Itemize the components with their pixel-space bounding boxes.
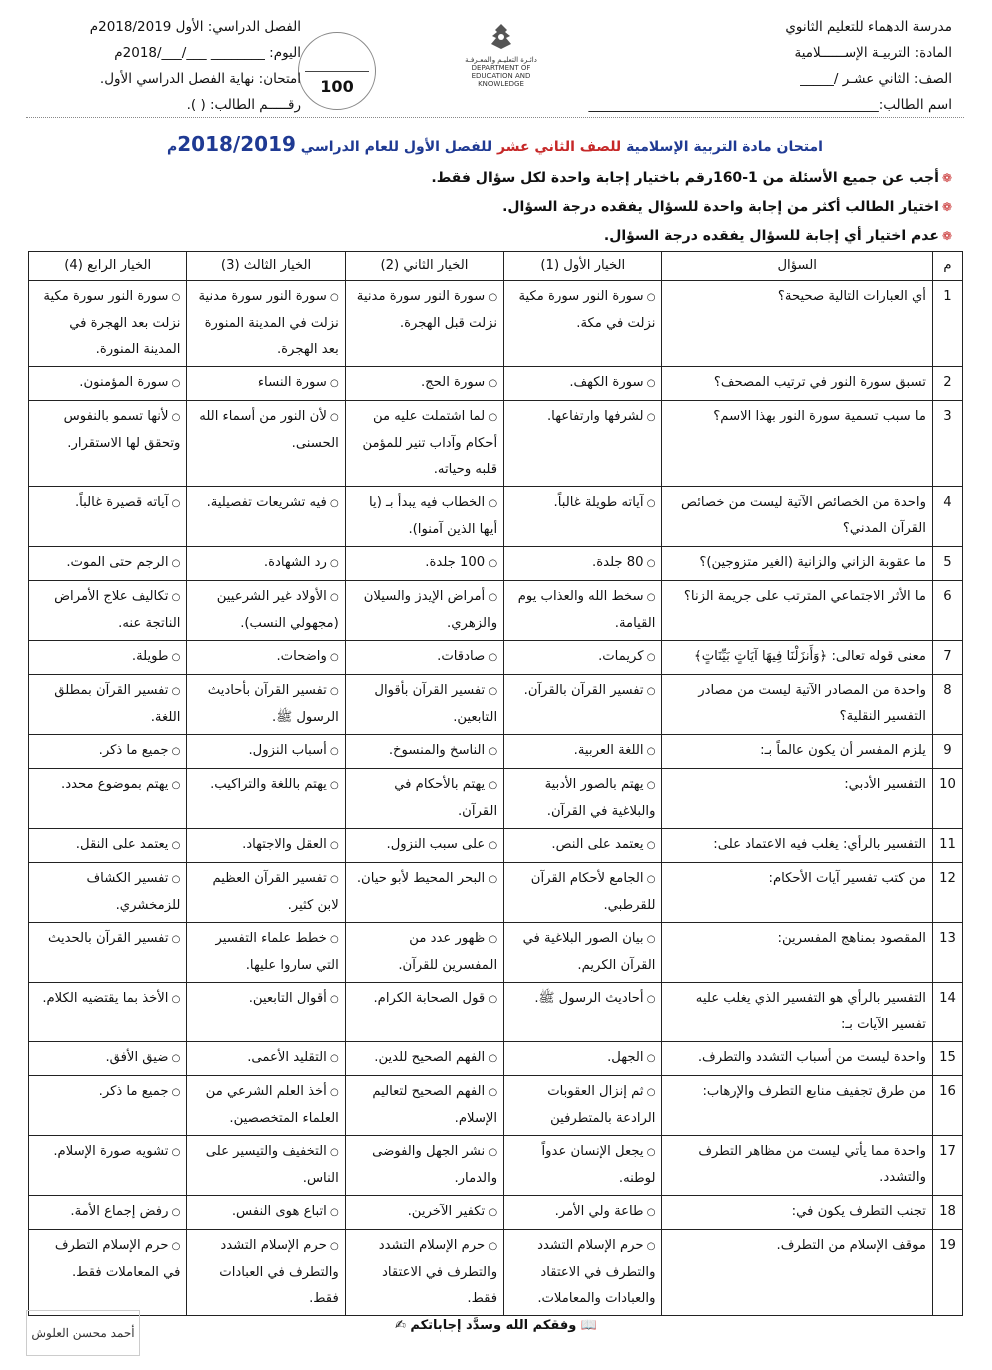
answer-option-cell[interactable]	[29, 641, 187, 675]
answer-option-text: ○ جميع ما ذكر.	[99, 1084, 181, 1099]
answer-option-text: ○ ثم إنزال العقوبات الرادعة بالمتطرفين	[547, 1084, 655, 1126]
answer-option-cell[interactable]	[29, 1076, 187, 1136]
answer-option-cell[interactable]	[504, 547, 662, 581]
answer-option-text: ○ تكفير الآخرين.	[408, 1204, 498, 1219]
answer-option-cell[interactable]	[187, 487, 345, 547]
answer-option-cell[interactable]	[504, 487, 662, 547]
answer-option-text: ○ اتباع هوى النفس.	[232, 1204, 339, 1219]
answer-option-text: ○ جميع ما ذكر.	[99, 743, 181, 758]
answer-option-text: ○ تفسير القرآن العظيم لابن كثير.	[213, 871, 339, 913]
answer-option-text: ○ البحر المحيط لأبو حيان.	[357, 871, 497, 886]
answer-option-text: ○ سورة الحج.	[421, 375, 497, 390]
grade-divider	[305, 71, 369, 72]
answer-option-text: ○ الرجم حتى الموت.	[66, 555, 180, 570]
answer-option-text: ○ يعتمد على النقل.	[76, 837, 181, 852]
question-row	[29, 675, 963, 735]
question-row	[29, 735, 963, 769]
question-text: التفسير بالرأي هو التفسير الذي يغلب عليه تفسير الآيات بـ:	[662, 983, 932, 1042]
title-part-1: امتحان مادة التربية الإسلامية	[626, 139, 823, 155]
question-row	[29, 1042, 963, 1076]
flower-bullet-icon: ❁	[941, 229, 952, 243]
exam-info	[31, 14, 301, 118]
total-grade-circle	[298, 32, 376, 110]
question-number: 13	[932, 923, 962, 983]
answer-option-cell[interactable]	[345, 281, 503, 367]
answer-option-text: ○ أحاديث الرسول ﷺ.	[534, 991, 655, 1006]
total-grade-value: 100	[320, 77, 354, 96]
question-text: واحدة مما يأتي ليست من مظاهر التطرف والتشدد.	[662, 1136, 932, 1196]
exam-page	[26, 10, 964, 1316]
answer-option-text: ○ طاعة ولي الأمر.	[555, 1204, 656, 1219]
footer-text: وفقكم الله وسدَّد إجاباتكم	[410, 1318, 577, 1333]
question-number: 3	[932, 401, 962, 487]
answer-option-text: ○ طويلة.	[132, 649, 181, 664]
question-number: 1	[932, 281, 962, 367]
answer-option-cell[interactable]	[504, 1042, 662, 1076]
answer-option-text: ○ حرم الإسلام التشدد والتطرف في العبادات فقط.	[219, 1238, 338, 1306]
instruction-text: اختيار الطالب أكثر من إجابة واحدة للسؤال يفقده درجة السؤال.	[502, 199, 939, 215]
question-text: واحدة ليست من أسباب التشدد والتطرف.	[662, 1042, 932, 1076]
answer-option-cell[interactable]	[187, 983, 345, 1042]
question-number: 15	[932, 1042, 962, 1076]
school-info	[552, 14, 952, 118]
answer-option-text: ○ فيه تشريعات تفصيلية.	[207, 495, 339, 510]
question-text: تجنب التطرف يكون في:	[662, 1196, 932, 1230]
answer-option-cell[interactable]	[187, 675, 345, 735]
logo-text-arabic: دائـرة التعليـم والمعـرفـة	[465, 56, 537, 64]
answer-option-cell[interactable]	[345, 769, 503, 829]
answer-option-cell[interactable]	[345, 581, 503, 641]
answer-option-text: ○ أخذ العلم الشرعي من العلماء المتخصصين.	[206, 1084, 339, 1126]
answer-option-text: ○ يهتم بالصور الأدبية والبلاغية في القرآن.	[545, 777, 656, 819]
answer-option-text: ○ تفسير القرآن بالقرآن.	[524, 683, 656, 698]
answer-option-cell[interactable]	[504, 735, 662, 769]
footer-message	[0, 1318, 992, 1333]
question-text: التفسير بالرأي: يغلب فيه الاعتماد على:	[662, 829, 932, 863]
answer-option-cell[interactable]	[29, 1230, 187, 1316]
answer-option-cell[interactable]	[187, 281, 345, 367]
flower-bullet-icon: ❁	[941, 200, 952, 214]
answer-option-text: ○ واضحات.	[276, 649, 338, 664]
question-number: 11	[932, 829, 962, 863]
answer-option-cell[interactable]	[187, 401, 345, 487]
answer-option-cell[interactable]	[187, 581, 345, 641]
title-suffix: م	[167, 139, 178, 155]
answer-option-text: ○ لأن النور من أسماء الله الحسنى.	[199, 409, 339, 451]
answer-option-text: ○ 100 جلدة.	[425, 555, 497, 570]
header-option-1: الخيار الأول (1)	[504, 252, 662, 281]
answer-option-cell[interactable]	[29, 829, 187, 863]
answer-option-cell[interactable]	[345, 675, 503, 735]
question-number: 19	[932, 1230, 962, 1316]
answer-option-cell[interactable]	[29, 769, 187, 829]
emblem-icon	[484, 22, 518, 52]
answer-option-text: ○ لأنها تسمو بالنفوس وتحقق لها الاستقرار.	[64, 409, 181, 451]
teacher-signature: أحمد محسن العلوش	[26, 1310, 140, 1356]
grade-class-field: الصف: الثاني عشـر /_____	[800, 71, 952, 87]
question-number: 14	[932, 983, 962, 1042]
answer-option-cell[interactable]	[29, 923, 187, 983]
answer-option-cell[interactable]	[29, 487, 187, 547]
answer-option-text: ○ الفهم الصحيح للدين.	[374, 1050, 497, 1065]
question-row	[29, 641, 963, 675]
answer-option-text: ○ سورة النور سورة مدنية نزلت في المدينة المنورة بعد الهجرة.	[198, 289, 338, 357]
answer-option-cell[interactable]	[504, 281, 662, 367]
answer-option-text: ○ ضيق الأفق.	[105, 1050, 180, 1065]
answer-option-text: ○ رد الشهادة.	[264, 555, 339, 570]
answer-option-text: ○ حرم الإسلام التشدد والتطرف في الاعتقاد فقط.	[379, 1238, 497, 1306]
answer-option-cell[interactable]	[187, 863, 345, 923]
answer-option-text: ○ الخطاب فيه يبدأ بـ (يا أيها الذين آمنوا).	[369, 495, 497, 537]
question-text: معنى قوله تعالى: ﴿وَأَنزَلْنَا فِيهَا آيَاتٍ بَيِّنَاتٍ﴾	[662, 641, 932, 675]
answer-option-text: ○ العقل والاجتهاد.	[242, 837, 339, 852]
answer-option-cell[interactable]	[29, 401, 187, 487]
answer-option-text: ○ تكاليف علاج الأمراض الناتجة عنه.	[54, 589, 180, 631]
question-text: أي العبارات التالية صحيحة؟	[662, 281, 932, 367]
answer-option-cell[interactable]	[187, 829, 345, 863]
answer-option-cell[interactable]	[504, 367, 662, 401]
answer-option-cell[interactable]	[504, 581, 662, 641]
answer-option-cell[interactable]	[187, 1136, 345, 1196]
answer-option-cell[interactable]	[29, 863, 187, 923]
instruction-item	[26, 193, 952, 222]
answer-option-text: ○ يهتم بموضوع محدد.	[61, 777, 180, 792]
title-part-4: للعام الدراسي	[300, 139, 399, 155]
school-name: مدرسة الدهماء للتعليم الثانوي	[785, 19, 952, 35]
question-text: المقصود بمناهج المفسرين:	[662, 923, 932, 983]
answer-option-text: ○ تفسير الكشاف للزمخشري.	[87, 871, 181, 913]
header-divider	[26, 117, 964, 118]
question-text: يلزم المفسر أن يكون عالماً بـ:	[662, 735, 932, 769]
answer-option-cell[interactable]	[29, 735, 187, 769]
question-number: 9	[932, 735, 962, 769]
answer-option-cell[interactable]	[504, 1230, 662, 1316]
logo-text-english: DEPARTMENT OF EDUCATION AND KNOWLEDGE	[471, 64, 531, 88]
answer-option-text: ○ لما اشتملت عليه من أحكام وآداب تنير للمؤمن قلبه وحياته.	[362, 409, 497, 477]
answer-option-cell[interactable]	[187, 769, 345, 829]
answer-option-cell[interactable]	[187, 1230, 345, 1316]
answer-option-cell[interactable]	[504, 863, 662, 923]
answer-option-cell[interactable]	[345, 1196, 503, 1230]
answer-option-text: ○ التخفيف والتيسير على الناس.	[206, 1144, 339, 1186]
title-part-3: للفصل الأول	[403, 139, 493, 155]
question-row	[29, 401, 963, 487]
answer-option-text: ○ سورة الكهف.	[569, 375, 655, 390]
book-icon: 📖	[580, 1318, 598, 1333]
question-row	[29, 367, 963, 401]
answer-option-cell[interactable]	[504, 401, 662, 487]
answer-option-text: ○ نشر الجهل والفوضى والدمار.	[372, 1144, 497, 1186]
answer-option-text: ○ تفسير القرآن بأحاديث الرسول ﷺ.	[208, 683, 339, 725]
answer-option-cell[interactable]	[187, 1042, 345, 1076]
answer-option-text: ○ الأولاد غير الشرعيين (مجهولي النسب).	[217, 589, 339, 631]
answer-option-cell[interactable]	[29, 1136, 187, 1196]
answer-option-text: ○ بيان الصور البلاغية في القرآن الكريم.	[523, 931, 656, 973]
answer-option-text: ○ يهتم باللغة والتراكيب.	[210, 777, 339, 792]
answer-option-cell[interactable]	[345, 1076, 503, 1136]
answer-option-text: ○ حرم الإسلام التشدد والتطرف في الاعتقاد والعبادات والمعاملات.	[537, 1238, 655, 1306]
instruction-item	[26, 164, 952, 193]
answer-option-text: ○ الأخذ بما يقتضيه الكلام.	[42, 991, 180, 1006]
answer-option-text: ○ تفسير القرآن بمطلق اللغة.	[54, 683, 180, 725]
answer-option-text: ○ التقليد الأعمى.	[247, 1050, 339, 1065]
question-text: واحدة من المصادر الآتية ليست من مصادر التفسير النقلية؟	[662, 675, 932, 735]
answer-option-cell[interactable]	[345, 487, 503, 547]
title-part-2: للصف الثاني عشر	[497, 139, 622, 155]
answer-option-text: ○ لشرفها وارتفاعها.	[547, 409, 655, 424]
student-name-field: اسم الطالب:___________________________________________	[588, 97, 952, 113]
answer-option-text: ○ تفسير القرآن بأقوال التابعين.	[374, 683, 497, 725]
question-number: 7	[932, 641, 962, 675]
answer-option-cell[interactable]	[504, 923, 662, 983]
question-number: 12	[932, 863, 962, 923]
answer-option-cell[interactable]	[29, 1196, 187, 1230]
answer-option-cell[interactable]	[29, 1042, 187, 1076]
date-field: اليوم: ________ ___/___/2018م	[114, 45, 301, 61]
question-text: ما عقوبة الزاني والزانية (الغير متزوجين)؟	[662, 547, 932, 581]
answer-option-cell[interactable]	[29, 281, 187, 367]
question-text: من كتب تفسير آيات الأحكام:	[662, 863, 932, 923]
answer-option-text: ○ على سبب النزول.	[387, 837, 498, 852]
question-text: ما سبب تسمية سورة النور بهذا الاسم؟	[662, 401, 932, 487]
department-logo	[456, 22, 546, 88]
header-option-2: الخيار الثاني (2)	[345, 252, 503, 281]
question-row	[29, 487, 963, 547]
exam-title	[26, 132, 964, 156]
answer-option-text: ○ خطط علماء التفسير التي ساروا عليها.	[216, 931, 339, 973]
question-row	[29, 923, 963, 983]
question-text: التفسير الأدبي:	[662, 769, 932, 829]
answer-option-cell[interactable]	[345, 367, 503, 401]
answer-option-text: ○ الجهل.	[607, 1050, 655, 1065]
answer-option-cell[interactable]	[504, 983, 662, 1042]
answer-option-cell[interactable]	[345, 1042, 503, 1076]
exam-type-label: امتحان: نهاية الفصل الدراسي الأول.	[99, 71, 301, 87]
answer-option-cell[interactable]	[29, 547, 187, 581]
header-question: السؤال	[662, 252, 932, 281]
answer-option-cell[interactable]	[187, 547, 345, 581]
question-row	[29, 1230, 963, 1316]
answer-option-cell[interactable]	[187, 641, 345, 675]
instructions	[26, 164, 964, 251]
question-number: 18	[932, 1196, 962, 1230]
answer-option-cell[interactable]	[504, 829, 662, 863]
answer-option-cell[interactable]	[504, 1136, 662, 1196]
pen-icon: ✍	[394, 1318, 406, 1333]
question-number: 17	[932, 1136, 962, 1196]
answer-option-cell[interactable]	[187, 923, 345, 983]
question-text: من طرق تجفيف منابع التطرف والإرهاب:	[662, 1076, 932, 1136]
questions-table	[28, 251, 963, 1316]
question-number: 16	[932, 1076, 962, 1136]
instruction-text: أجب عن جميع الأسئلة من 1-160رقم باختيار إجابة واحدة لكل سؤال فقط.	[431, 170, 939, 186]
answer-option-text: ○ رفض إجماع الأمة.	[70, 1204, 180, 1219]
question-row	[29, 1136, 963, 1196]
answer-option-text: ○ كريمات.	[598, 649, 655, 664]
answer-option-text: ○ آياته طويلة غالباً.	[554, 495, 656, 510]
exam-header	[26, 10, 964, 118]
answer-option-cell[interactable]	[345, 401, 503, 487]
header-option-3: الخيار الثالث (3)	[187, 252, 345, 281]
question-row	[29, 769, 963, 829]
answer-option-cell[interactable]	[187, 367, 345, 401]
answer-option-cell[interactable]	[187, 1196, 345, 1230]
answer-option-text: ○ اللغة العربية.	[574, 743, 656, 758]
instruction-text: عدم اختيار أي إجابة للسؤال يفقده درجة السؤال.	[603, 228, 939, 244]
question-number: 5	[932, 547, 962, 581]
answer-option-cell[interactable]	[504, 1196, 662, 1230]
answer-option-cell[interactable]	[504, 641, 662, 675]
question-row	[29, 547, 963, 581]
answer-option-text: ○ يجعل الإنسان عدواً لوطنه.	[542, 1144, 656, 1186]
question-number: 2	[932, 367, 962, 401]
question-row	[29, 983, 963, 1042]
title-year-value: 2018/2019	[177, 132, 296, 156]
answer-option-text: ○ أسباب النزول.	[248, 743, 338, 758]
subject-label: المادة: التربيـة الإســــــلامية	[794, 45, 952, 61]
semester-label: الفصل الدراسي: الأول 2018/2019م	[89, 19, 301, 35]
question-number: 8	[932, 675, 962, 735]
answer-option-text: ○ سورة النور سورة مكية نزلت في مكة.	[518, 289, 655, 331]
answer-option-text: ○ قول الصحابة الكرام.	[373, 991, 497, 1006]
answer-option-text: ○ 80 جلدة.	[592, 555, 655, 570]
answer-option-text: ○ آياته قصيرة غالباً.	[75, 495, 180, 510]
answer-option-cell[interactable]	[345, 863, 503, 923]
answer-option-text: ○ سورة النساء	[258, 375, 339, 390]
question-row	[29, 1196, 963, 1230]
answer-option-cell[interactable]	[345, 641, 503, 675]
question-row	[29, 1076, 963, 1136]
question-text: ما الأثر الاجتماعي المترتب على جريمة الزنا؟	[662, 581, 932, 641]
question-text: واحدة من الخصائص الآتية ليست من خصائص القرآن المدني؟	[662, 487, 932, 547]
question-number: 10	[932, 769, 962, 829]
answer-option-text: ○ الجامع لأحكام القرآن للقرطبي.	[531, 871, 656, 913]
answer-option-cell[interactable]	[29, 983, 187, 1042]
answer-option-cell[interactable]	[345, 923, 503, 983]
answer-option-cell[interactable]	[29, 367, 187, 401]
answer-option-cell[interactable]	[345, 829, 503, 863]
table-header-row	[29, 252, 963, 281]
answer-option-cell[interactable]	[29, 675, 187, 735]
answer-option-cell[interactable]	[345, 1136, 503, 1196]
answer-option-text: ○ الفهم الصحيح لتعاليم الإسلام.	[372, 1084, 497, 1126]
question-row	[29, 281, 963, 367]
header-option-4: الخيار الرابع (4)	[29, 252, 187, 281]
answer-option-text: ○ صادقات.	[437, 649, 497, 664]
answer-option-text: ○ ظهور عدد من المفسرين للقرآن.	[398, 931, 497, 973]
instruction-item	[26, 222, 952, 251]
question-text: موقف الإسلام من التطرف.	[662, 1230, 932, 1316]
answer-option-text: ○ سورة النور سورة مدنية نزلت قبل الهجرة.	[357, 289, 497, 331]
answer-option-cell[interactable]	[345, 735, 503, 769]
question-row	[29, 581, 963, 641]
answer-option-cell[interactable]	[29, 581, 187, 641]
answer-option-text: ○ سورة النور سورة مكية نزلت بعد الهجرة في المدينة المنورة.	[43, 289, 180, 357]
answer-option-text: ○ سورة المؤمنون.	[79, 375, 180, 390]
answer-option-cell[interactable]	[345, 1230, 503, 1316]
answer-option-text: ○ يهتم بالأحكام في القرآن.	[394, 777, 497, 819]
flower-bullet-icon: ❁	[941, 171, 952, 185]
question-number: 6	[932, 581, 962, 641]
answer-option-cell[interactable]	[187, 1076, 345, 1136]
answer-option-text: ○ أمراض الإيدز والسيلان والزهري.	[364, 589, 497, 631]
answer-option-cell[interactable]	[345, 547, 503, 581]
answer-option-cell[interactable]	[504, 769, 662, 829]
answer-option-cell[interactable]	[504, 1076, 662, 1136]
answer-option-cell[interactable]	[504, 675, 662, 735]
answer-option-text: ○ أقوال التابعين.	[249, 991, 339, 1006]
answer-option-text: ○ سخط الله والعذاب يوم القيامة.	[518, 589, 656, 631]
question-text: تسبق سورة النور في ترتيب المصحف؟	[662, 367, 932, 401]
title-year	[177, 132, 296, 156]
question-row	[29, 829, 963, 863]
student-number-field: رقـــــم الطالب: ( ).	[186, 97, 301, 113]
answer-option-text: ○ حرم الإسلام التطرف في المعاملات فقط.	[55, 1238, 181, 1280]
answer-option-cell[interactable]	[345, 983, 503, 1042]
header-number: م	[932, 252, 962, 281]
answer-option-text: ○ تشويه صورة الإسلام.	[53, 1144, 180, 1159]
answer-option-text: ○ يعتمد على النص.	[551, 837, 655, 852]
question-row	[29, 863, 963, 923]
answer-option-cell[interactable]	[187, 735, 345, 769]
question-number: 4	[932, 487, 962, 547]
answer-option-text: ○ الناسخ والمنسوخ.	[389, 743, 497, 758]
answer-option-text: ○ تفسير القرآن بالحديث	[48, 931, 180, 946]
